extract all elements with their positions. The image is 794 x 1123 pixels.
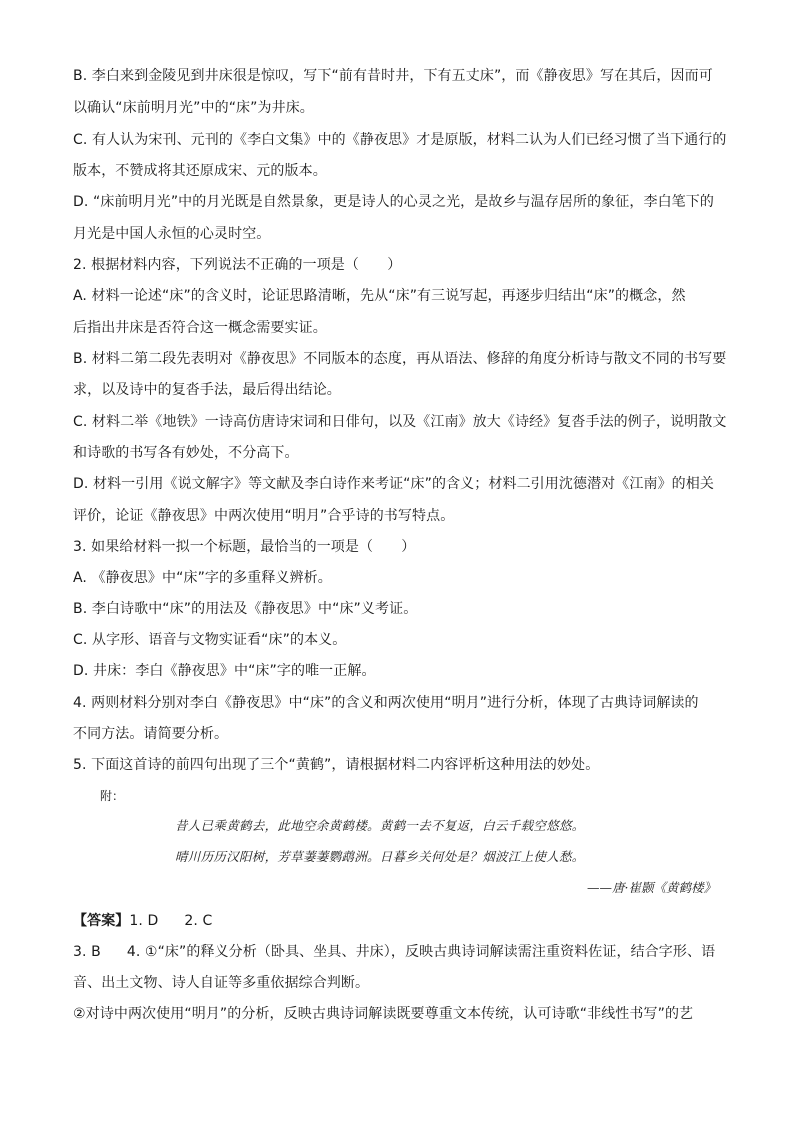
question-2: 2. 根据材料内容，下列说法不正确的一项是（ ） bbox=[73, 257, 402, 273]
answer-2: 2. C bbox=[184, 913, 213, 929]
poem-line-2: 晴川历历汉阳树，芳草萋萋鹦鹉洲。日暮乡关何处是？烟波江上使人愁。 bbox=[175, 849, 585, 864]
option-b-line-2: 以确认“床前明月光”中的“床”为井床。 bbox=[73, 100, 314, 116]
answer-4-line-1: 4. ①“床”的释义分析（卧具、坐具、井床），反映古典诗词解读需注重资料佐证，结合字形、语 bbox=[126, 944, 716, 960]
answer-4-line-3: ②对诗中两次使用“明月”的分析，反映古典诗词解读既要尊重文本传统，认可诗歌“非线性书写”的艺 bbox=[73, 1006, 694, 1022]
q2-option-a-line-1: A. 材料一论述“床”的含义时，论证思路清晰，先从“床”有三说写起，再逐步归结出“床”的概念，然 bbox=[73, 288, 686, 304]
q2-option-d-line-2: 评价，论证《静夜思》中两次使用“明月”合乎诗的书写特点。 bbox=[73, 508, 455, 524]
answer-1: 1. D bbox=[129, 913, 159, 929]
answer-tag: 【答案】 bbox=[73, 913, 130, 929]
option-c-line-2: 版本，不赞成将其还原成宋、元的版本。 bbox=[73, 163, 327, 179]
option-d-line-2: 月光是中国人永恒的心灵时空。 bbox=[73, 226, 271, 242]
q2-option-a-line-2: 后指出井床是否符合这一概念需要实证。 bbox=[73, 320, 327, 336]
q3-option-d: D. 井床：李白《静夜思》中“床”字的唯一正解。 bbox=[73, 663, 376, 679]
answer-line-2 bbox=[73, 943, 715, 961]
q3-option-b: B. 李白诗歌中“床”的用法及《静夜思》中“床”义考证。 bbox=[73, 601, 418, 617]
poem-author: ——唐·崔颢《黄鹤楼》 bbox=[587, 880, 716, 895]
poem-label: 附： bbox=[100, 789, 125, 803]
q2-option-c-line-1: C. 材料二举《地铁》一诗高仿唐诗宋词和日俳句，以及《江南》放大《诗经》复沓手法的例子，说明散文 bbox=[73, 414, 727, 430]
answer-3: 3. B bbox=[73, 944, 101, 960]
q2-option-b-line-2: 求，以及诗中的复沓手法，最后得出结论。 bbox=[73, 382, 341, 398]
question-4-line-1: 4. 两则材料分别对李白《静夜思》中“床”的含义和两次使用“明月”进行分析，体现了古典诗词解读的 bbox=[73, 695, 699, 711]
q2-option-b-line-1: B. 材料二第二段先表明对《静夜思》不同版本的态度，再从语法、修辞的角度分析诗与散文不同的书写要 bbox=[73, 351, 727, 367]
poem-line-1: 昔人已乘黄鹤去，此地空余黄鹤楼。黄鹤一去不复返，白云千载空悠悠。 bbox=[175, 818, 585, 833]
option-c-line-1: C. 有人认为宋刊、元刊的《李白文集》中的《静夜思》才是原版，材料二认为人们已经习惯了当下通行的 bbox=[73, 132, 727, 148]
answer-line-1 bbox=[73, 912, 212, 930]
question-5: 5. 下面这首诗的前四句出现了三个“黄鹤”，请根据材料二内容评析这种用法的妙处。 bbox=[73, 757, 600, 773]
q2-option-c-line-2: 和诗歌的书写各有妙处，不分高下。 bbox=[73, 445, 299, 461]
option-b-line-1: B. 李白来到金陵见到井床很是惊叹，写下“前有昔时井，下有五丈床”，而《静夜思》写在其后，因而可 bbox=[73, 68, 713, 84]
q3-option-a: A. 《静夜思》中“床”字的多重释义辨析。 bbox=[73, 570, 332, 586]
q3-option-c: C. 从字形、语音与文物实证看“床”的本义。 bbox=[73, 632, 347, 648]
q2-option-d-line-1: D. 材料一引用《说文解字》等文献及李白诗作来考证“床”的含义；材料二引用沈德潜对《江南》的相关 bbox=[73, 476, 714, 492]
option-d-line-1: D. “床前明月光”中的月光既是自然景象，更是诗人的心灵之光，是故乡与温存居所的象征，李白笔下的 bbox=[73, 194, 714, 210]
question-4-line-2: 不同方法。请简要分析。 bbox=[73, 726, 229, 742]
question-3: 3. 如果给材料一拟一个标题，最恰当的一项是（ ） bbox=[73, 539, 416, 555]
answer-4-line-2: 音、出土文物、诗人自证等多重依据综合判断。 bbox=[73, 975, 370, 991]
